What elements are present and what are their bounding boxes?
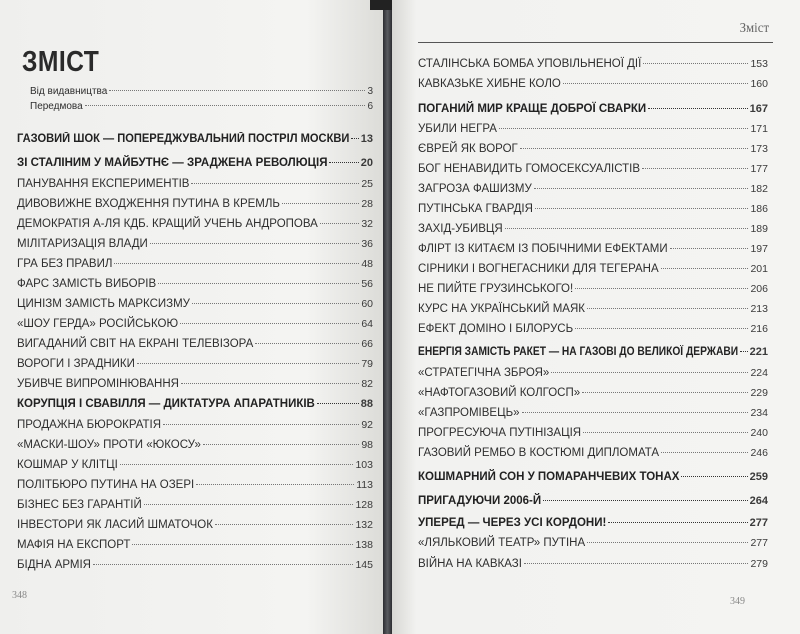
- toc-entry-title: ЕНЕРГІЯ ЗАМІСТЬ РАКЕТ — НА ГАЗОВІ ДО ВЕЛИКОЇ ДЕРЖАВИ: [418, 346, 739, 358]
- dot-leader: [158, 283, 359, 284]
- toc-entry-page: 279: [750, 558, 768, 570]
- toc-entry-title: ВИГАДАНИЙ СВІТ НА ЕКРАНІ ТЕЛЕВІЗОРА: [17, 338, 254, 350]
- dot-leader: [137, 363, 359, 364]
- toc-entry-title: «ГАЗПРОМІВЕЦЬ»: [418, 407, 520, 419]
- right-page-number: 349: [730, 596, 745, 607]
- dot-leader: [181, 383, 359, 384]
- toc-entry-page: 36: [361, 238, 373, 250]
- dot-leader: [163, 424, 359, 425]
- dot-leader: [282, 203, 359, 204]
- dot-leader: [196, 484, 354, 485]
- toc-entry-page: 3: [367, 86, 373, 97]
- left-page-number: 348: [12, 590, 27, 601]
- toc-entry-page: 277: [750, 537, 768, 549]
- dot-leader: [499, 128, 749, 129]
- toc-entry-page: 48: [361, 258, 373, 270]
- toc-entry: [17, 539, 373, 555]
- toc-entry-page: 145: [355, 559, 373, 571]
- toc-entry-page: 138: [355, 539, 373, 551]
- toc-entry-page: 240: [750, 427, 768, 439]
- toc-entry-title: ПОЛІТБЮРО ПУТИНА НА ОЗЕРІ: [17, 479, 195, 491]
- toc-entry: [418, 427, 768, 443]
- toc-entry-page: 64: [361, 318, 373, 330]
- toc-entry-title: НЕ ПИЙТЕ ГРУЗИНСЬКОГО!: [418, 283, 574, 295]
- toc-entry-page: 98: [361, 439, 373, 451]
- dot-leader: [681, 476, 747, 477]
- left-page: [0, 0, 383, 634]
- toc-entry-title: ВОРОГИ І ЗРАДНИКИ: [17, 358, 135, 370]
- dot-leader: [180, 323, 359, 324]
- dot-leader: [587, 542, 748, 543]
- toc-entry-title: БОГ НЕНАВИДИТЬ ГОМОСЕКСУАЛІСТІВ: [418, 163, 641, 175]
- toc-entry-page: 264: [749, 495, 768, 507]
- toc-entry-title: ЕФЕКТ ДОМІНО І БІЛОРУСЬ: [418, 323, 574, 335]
- toc-entry-page: 56: [361, 278, 373, 290]
- toc-entry-title: КАВКАЗЬКЕ ХИБНЕ КОЛО: [418, 78, 561, 90]
- dot-leader: [191, 183, 359, 184]
- toc-entry-title: УБИЛИ НЕГРА: [418, 123, 497, 135]
- toc-entry-page: 182: [750, 183, 768, 195]
- toc-entry-page: 189: [750, 223, 768, 235]
- toc-entry: [418, 407, 768, 423]
- toc-entry-title: ЦИНІЗМ ЗАМІСТЬ МАРКСИЗМУ: [17, 298, 190, 310]
- toc-entry-title: СТАЛІНСЬКА БОМБА УПОВІЛЬНЕНОЇ ДІЇ: [418, 58, 642, 70]
- toc-entry-page: 60: [361, 298, 373, 310]
- dot-leader: [255, 343, 359, 344]
- toc-entry: [17, 398, 373, 414]
- toc-entry: [17, 258, 373, 274]
- dot-leader: [215, 524, 354, 525]
- toc-entry-page: 229: [750, 387, 768, 399]
- toc-entry-page: 186: [750, 203, 768, 215]
- dot-leader: [543, 500, 747, 501]
- dot-leader: [317, 403, 359, 404]
- toc-entry: [418, 537, 768, 553]
- toc-entry-title: КОШМАРНИЙ СОН У ПОМАРАНЧЕВИХ ТОНАХ: [418, 471, 680, 483]
- toc-entry: [17, 459, 373, 475]
- toc-entry: [418, 203, 768, 219]
- dot-leader: [575, 328, 748, 329]
- dot-leader: [524, 563, 749, 564]
- toc-entry-title: «МАСКИ-ШОУ» ПРОТИ «ЮКОСУ»: [17, 439, 201, 451]
- toc-entry-page: 160: [750, 78, 768, 90]
- toc-entry: [418, 78, 768, 94]
- toc-entry: [418, 303, 768, 319]
- toc-entry-title: ЄВРЕЙ ЯК ВОРОГ: [418, 143, 518, 155]
- toc-entry: [17, 519, 373, 535]
- toc-entry: [17, 298, 373, 314]
- toc-entry-title: ПРОГРЕСУЮЧА ПУТІНІЗАЦІЯ: [418, 427, 582, 439]
- toc-entry-title: ПУТІНСЬКА ГВАРДІЯ: [418, 203, 533, 215]
- toc-entry-title: КОРУПЦІЯ І СВАВІЛЛЯ — ДИКТАТУРА АПАРАТНИКІВ: [17, 398, 315, 410]
- dot-leader: [563, 83, 749, 84]
- toc-entry-title: ДИВОВИЖНЕ ВХОДЖЕННЯ ПУТИНА В КРЕМЛЬ: [17, 198, 280, 210]
- toc-entry: [17, 157, 373, 173]
- toc-entry-title: УБИВЧЕ ВИПРОМІНЮВАННЯ: [17, 378, 179, 390]
- toc-entry: [418, 163, 768, 179]
- dot-leader: [582, 392, 748, 393]
- toc-entry: [17, 278, 373, 294]
- dot-leader: [192, 303, 359, 304]
- toc-entry-page: 177: [750, 163, 768, 175]
- dot-leader: [85, 105, 366, 106]
- toc-entry: [30, 86, 373, 102]
- dot-leader: [93, 564, 353, 565]
- toc-entry-page: 82: [361, 378, 373, 390]
- dot-leader: [535, 208, 749, 209]
- toc-entry-page: 128: [355, 499, 373, 511]
- dot-leader: [505, 228, 749, 229]
- toc-entry-title: ДЕМОКРАТІЯ А-ЛЯ КДБ. КРАЩИЙ УЧЕНЬ АНДРОПОВА: [17, 218, 318, 230]
- toc-entry: [418, 263, 768, 279]
- dot-leader: [120, 464, 354, 465]
- dot-leader: [534, 188, 749, 189]
- toc-entry-page: 25: [361, 178, 373, 190]
- toc-entry-title: КУРС НА УКРАЇНСЬКИЙ МАЯК: [418, 303, 585, 315]
- dot-leader: [643, 63, 748, 64]
- dot-leader: [203, 444, 359, 445]
- toc-entry-page: 153: [750, 58, 768, 70]
- dot-leader: [114, 263, 359, 264]
- toc-entry: [418, 123, 768, 139]
- toc-entry: [17, 419, 373, 435]
- dot-leader: [608, 522, 747, 523]
- toc-entry-title: Передмова: [30, 101, 83, 112]
- dot-leader: [351, 138, 359, 139]
- toc-entry-title: УПЕРЕД — ЧЕРЕЗ УСІ КОРДОНИ!: [418, 517, 607, 529]
- dot-leader: [642, 168, 748, 169]
- dot-leader: [661, 452, 748, 453]
- toc-entry: [418, 387, 768, 403]
- toc-entry: [418, 58, 768, 74]
- toc-entry-page: 167: [749, 103, 768, 115]
- toc-entry: [418, 243, 768, 259]
- toc-entry: [418, 517, 768, 533]
- toc-entry: [17, 198, 373, 214]
- header-rule: [418, 42, 773, 43]
- toc-entry-page: 234: [750, 407, 768, 419]
- toc-entry: [17, 479, 373, 495]
- toc-entry-page: 20: [360, 157, 373, 169]
- toc-entry-title: МАФІЯ НА ЕКСПОРТ: [17, 539, 131, 551]
- toc-entry-page: 13: [360, 133, 373, 145]
- toc-entry-title: ГРА БЕЗ ПРАВИЛ: [17, 258, 113, 270]
- dot-leader: [661, 268, 749, 269]
- toc-entry: [418, 103, 768, 119]
- toc-entry: [17, 318, 373, 334]
- toc-entry-title: «СТРАТЕГІЧНА ЗБРОЯ»: [418, 367, 550, 379]
- toc-entry-title: БІДНА АРМІЯ: [17, 559, 91, 571]
- contents-title: ЗМІСТ: [22, 46, 100, 78]
- toc-entry: [418, 558, 768, 574]
- toc-entry-page: 132: [355, 519, 373, 531]
- toc-entry-page: 213: [750, 303, 768, 315]
- book-spine: [383, 0, 392, 634]
- dot-leader: [320, 223, 360, 224]
- dot-leader: [329, 162, 358, 163]
- toc-entry: [418, 367, 768, 383]
- toc-entry-page: 79: [361, 358, 373, 370]
- toc-entry-page: 221: [749, 346, 768, 358]
- toc-entry: [418, 323, 768, 339]
- toc-entry: [17, 218, 373, 234]
- dot-leader: [522, 412, 749, 413]
- running-header: Зміст: [739, 21, 769, 36]
- toc-entry: [17, 499, 373, 515]
- toc-entry-page: 197: [750, 243, 768, 255]
- toc-entry-page: 103: [355, 459, 373, 471]
- toc-entry-page: 277: [749, 517, 768, 529]
- dot-leader: [648, 108, 747, 109]
- toc-entry-title: ЗІ СТАЛІНИМ У МАЙБУТНЄ — ЗРАДЖЕНА РЕВОЛЮЦІЯ: [17, 157, 328, 169]
- dot-leader: [520, 148, 749, 149]
- dot-leader: [587, 308, 749, 309]
- toc-entry: [418, 471, 768, 487]
- toc-entry-page: 206: [750, 283, 768, 295]
- toc-entry-page: 216: [750, 323, 768, 335]
- toc-entry-page: 92: [361, 419, 373, 431]
- toc-entry-title: ІНВЕСТОРИ ЯК ЛАСИЙ ШМАТОЧОК: [17, 519, 213, 531]
- toc-entry-page: 173: [750, 143, 768, 155]
- toc-entry-page: 171: [750, 123, 768, 135]
- toc-entry-title: МІЛІТАРИЗАЦІЯ ВЛАДИ: [17, 238, 148, 250]
- toc-entry-page: 32: [361, 218, 373, 230]
- toc-entry: [17, 378, 373, 394]
- toc-entry: [418, 183, 768, 199]
- toc-entry-title: ГАЗОВИЙ ШОК — ПОПЕРЕДЖУВАЛЬНИЙ ПОСТРІЛ МОСКВИ: [17, 133, 350, 145]
- toc-entry-title: ЗАГРОЗА ФАШИЗМУ: [418, 183, 532, 195]
- toc-entry-page: 88: [360, 398, 373, 410]
- toc-entry-title: «НАФТОГАЗОВИЙ КОЛГОСП»: [418, 387, 581, 399]
- toc-entry: [17, 338, 373, 354]
- toc-entry-page: 6: [367, 101, 373, 112]
- toc-entry: [30, 101, 373, 117]
- toc-entry-title: «ШОУ ГЕРДА» РОСІЙСЬКОЮ: [17, 318, 179, 330]
- dot-leader: [670, 248, 749, 249]
- toc-entry-title: ФЛІРТ ІЗ КИТАЄМ ІЗ ПОБІЧНИМИ ЕФЕКТАМИ: [418, 243, 668, 255]
- toc-entry: [17, 238, 373, 254]
- toc-entry-title: ФАРС ЗАМІСТЬ ВИБОРІВ: [17, 278, 157, 290]
- dot-leader: [109, 90, 365, 91]
- toc-entry-page: 201: [750, 263, 768, 275]
- toc-entry-page: 28: [361, 198, 373, 210]
- toc-entry-page: 66: [361, 338, 373, 350]
- toc-entry: [17, 133, 373, 149]
- toc-entry-title: «ЛЯЛЬКОВИЙ ТЕАТР» ПУТІНА: [418, 537, 586, 549]
- toc-entry: [418, 495, 768, 511]
- toc-entry: [418, 223, 768, 239]
- toc-entry-title: ПОГАНИЙ МИР КРАЩЕ ДОБРОЇ СВАРКИ: [418, 103, 647, 115]
- toc-entry-title: ГАЗОВИЙ РЕМБО В КОСТЮМІ ДИПЛОМАТА: [418, 447, 660, 459]
- toc-entry: [418, 283, 768, 299]
- toc-entry-page: 246: [750, 447, 768, 459]
- toc-entry: [418, 447, 768, 463]
- toc-entry: [17, 358, 373, 374]
- toc-entry-title: ПРИГАДУЮЧИ 2006-Й: [418, 495, 542, 507]
- toc-entry-page: 113: [356, 479, 373, 491]
- toc-entry-title: СІРНИКИ І ВОГНЕГАСНИКИ ДЛЯ ТЕГЕРАНА: [418, 263, 659, 275]
- right-page: [392, 0, 800, 634]
- dot-leader: [132, 544, 353, 545]
- toc-entry-title: ПАНУВАННЯ ЕКСПЕРИМЕНТІВ: [17, 178, 190, 190]
- dot-leader: [583, 432, 748, 433]
- dot-leader: [551, 372, 748, 373]
- toc-entry-page: 224: [750, 367, 768, 379]
- toc-entry: [418, 346, 768, 362]
- toc-entry: [17, 439, 373, 455]
- toc-entry-title: ПРОДАЖНА БЮРОКРАТІЯ: [17, 419, 162, 431]
- toc-entry-title: ЗАХІД-УБИВЦЯ: [418, 223, 503, 235]
- dot-leader: [150, 243, 360, 244]
- toc-entry: [418, 143, 768, 159]
- toc-entry: [17, 559, 373, 575]
- toc-entry-title: КОШМАР У КЛІТЦІ: [17, 459, 118, 471]
- dot-leader: [575, 288, 748, 289]
- toc-entry-title: Від видавництва: [30, 86, 108, 97]
- dot-leader: [144, 504, 354, 505]
- toc-entry-page: 259: [749, 471, 768, 483]
- toc-entry-title: БІЗНЕС БЕЗ ГАРАНТІЙ: [17, 499, 142, 511]
- toc-entry-title: ВІЙНА НА КАВКАЗІ: [418, 558, 522, 570]
- dot-leader: [740, 351, 748, 352]
- toc-entry: [17, 178, 373, 194]
